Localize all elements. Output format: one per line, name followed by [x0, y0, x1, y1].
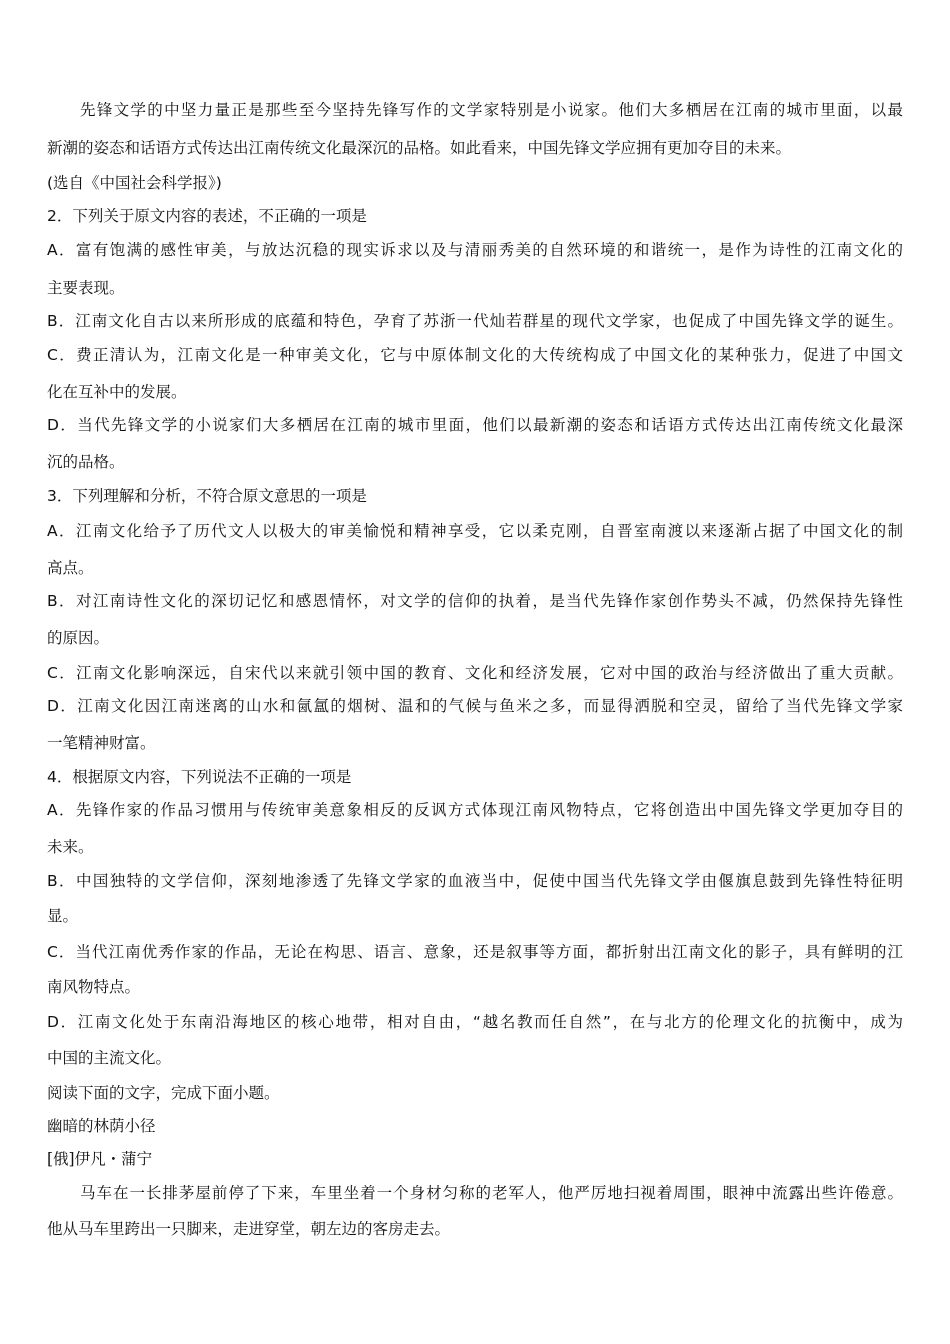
- reading-line: 他从马车里跨出一只脚来，走进穿堂，朝左边的客房走去。: [47, 1220, 451, 1238]
- source-citation: (选自《中国社会科学报》): [47, 174, 222, 192]
- reading-title: 幽暗的林荫小径: [47, 1117, 156, 1135]
- q2-option-c: C．费正清认为，江南文化是一种审美文化，它与中原体制文化的大传统构成了中国文化的某种张力，促进了中国文: [47, 346, 903, 364]
- q4-option-d-cont: 中国的主流文化。: [47, 1049, 172, 1067]
- q4-option-d: D．江南文化处于东南沿海地区的核心地带，相对自由，“越名教而任自然”，在与北方的伦理文化的抗衡中，成为: [47, 1013, 903, 1031]
- q2-option-c-cont: 化在互补中的发展。: [47, 383, 187, 401]
- q2-option-a: A．富有饱满的感性审美，与放达沉稳的现实诉求以及与清丽秀美的自然环境的和谐统一，是作为诗性的江南文化的: [47, 241, 903, 259]
- q4-option-c-cont: 南风物特点。: [47, 978, 141, 996]
- question-4-stem: 4．根据原文内容，下列说法不正确的一项是: [47, 768, 352, 786]
- q4-option-b-cont: 显。: [47, 907, 79, 925]
- q2-option-a-cont: 主要表现。: [47, 279, 125, 297]
- q3-option-b: B．对江南诗性文化的深切记忆和感恩情怀，对文学的信仰的执着，是当代先锋作家创作势头不减，仍然保持先锋性: [47, 592, 903, 610]
- q2-option-b: B．江南文化自古以来所形成的底蕴和特色，孕育了苏浙一代灿若群星的现代文学家，也促成了中国先锋文学的诞生。: [47, 312, 903, 330]
- q3-option-b-cont: 的原因。: [47, 629, 110, 647]
- q3-option-a-cont: 高点。: [47, 559, 94, 577]
- q2-option-d-cont: 沉的品格。: [47, 453, 125, 471]
- question-2-stem: 2．下列关于原文内容的表述，不正确的一项是: [47, 207, 367, 225]
- reading-instruction: 阅读下面的文字，完成下面小题。: [47, 1084, 280, 1102]
- passage-line: 先锋文学的中坚力量正是那些至今坚持先锋写作的文学家特别是小说家。他们大多栖居在江南的城市里面，以最: [80, 101, 903, 119]
- q2-option-d: D．当代先锋文学的小说家们大多栖居在江南的城市里面，他们以最新潮的姿态和话语方式传达出江南传统文化最深: [47, 416, 903, 434]
- reading-line: 马车在一长排茅屋前停了下来，车里坐着一个身材匀称的老军人，他严厉地扫视着周围，眼神中流露出些许倦意。: [80, 1184, 903, 1202]
- q3-option-c: C．江南文化影响深远，自宋代以来就引领中国的教育、文化和经济发展，它对中国的政治与经济做出了重大贡献。: [47, 664, 903, 682]
- q3-option-d-cont: 一笔精神财富。: [47, 734, 156, 752]
- passage-line: 新潮的姿态和话语方式传达出江南传统文化最深沉的品格。如此看来，中国先锋文学应拥有更加夺目的未来。: [47, 139, 792, 157]
- q4-option-a-cont: 未来。: [47, 838, 94, 856]
- q4-option-a: A．先锋作家的作品习惯用与传统审美意象相反的反讽方式体现江南风物特点，它将创造出中国先锋文学更加夺目的: [47, 801, 903, 819]
- q3-option-a: A．江南文化给予了历代文人以极大的审美愉悦和精神享受，它以柔克刚，自晋室南渡以来逐渐占据了中国文化的制: [47, 522, 903, 540]
- reading-author: [俄]伊凡・蒲宁: [47, 1150, 153, 1168]
- q4-option-c: C．当代江南优秀作家的作品，无论在构思、语言、意象，还是叙事等方面，都折射出江南文化的影子，具有鲜明的江: [47, 943, 903, 961]
- q4-option-b: B．中国独特的文学信仰，深刻地渗透了先锋文学家的血液当中，促使中国当代先锋文学由偃旗息鼓到先锋性特征明: [47, 872, 903, 890]
- question-3-stem: 3．下列理解和分析，不符合原文意思的一项是: [47, 487, 367, 505]
- q3-option-d: D．江南文化因江南迷离的山水和氤氲的烟树、温和的气候与鱼米之多，而显得洒脱和空灵，留给了当代先锋文学家: [47, 697, 903, 715]
